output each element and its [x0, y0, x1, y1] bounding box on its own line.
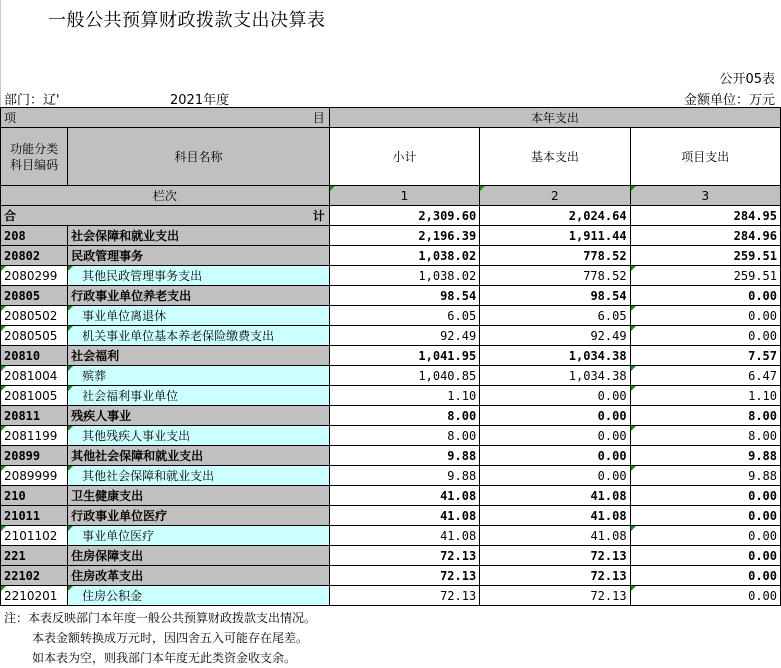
- row-name: 残疾人事业: [68, 406, 330, 426]
- row-name: 殡葬: [68, 366, 330, 386]
- row-code: 20802: [1, 246, 68, 266]
- row-name: 社会福利事业单位: [68, 386, 330, 406]
- item-header-cell: [1, 108, 330, 128]
- row-basic: 41.08: [480, 486, 630, 506]
- row-subtotal: 6.05: [329, 306, 479, 326]
- form-number: 公开05表: [719, 72, 775, 87]
- total-project: 284.95: [630, 206, 780, 226]
- row-name: 行政事业单位医疗: [68, 506, 330, 526]
- row-project: 259.51: [630, 246, 780, 266]
- row-basic: 6.05: [480, 306, 630, 326]
- table-row: [1, 226, 781, 246]
- row-name: 住房公积金: [68, 586, 330, 606]
- row-project: 8.00: [630, 406, 780, 426]
- row-project: 0.00: [630, 486, 780, 506]
- table-row: [1, 546, 781, 566]
- note-line-3: 如本表为空，则我部门本年度无此类资金收支余。: [32, 651, 297, 665]
- notes-block: [4, 608, 316, 668]
- subtotal-header: 小计: [329, 128, 479, 186]
- row-project: 9.88: [630, 466, 780, 486]
- row-name: 其他社会保障和就业支出: [68, 446, 330, 466]
- total-basic: 2,024.64: [480, 206, 630, 226]
- row-basic: 72.13: [480, 546, 630, 566]
- row-project: 0.00: [630, 286, 780, 306]
- row-code: 210: [1, 486, 68, 506]
- row-basic: 41.08: [480, 506, 630, 526]
- row-subtotal: 72.13: [329, 586, 479, 606]
- row-code: 2080299: [1, 266, 68, 286]
- note-line-2: 本表金额转换成万元时，因四舍五入可能存在尾差。: [32, 631, 309, 645]
- total-row: [1, 206, 781, 226]
- row-name: 卫生健康支出: [68, 486, 330, 506]
- table-row: [1, 286, 781, 306]
- row-subtotal: 1,038.02: [329, 266, 479, 286]
- row-code: 2081199: [1, 426, 68, 446]
- amount-unit: 金额单位：万元: [683, 93, 775, 108]
- row-project: 0.00: [630, 526, 780, 546]
- row-project: 0.00: [630, 566, 780, 586]
- header-row-2: [1, 128, 781, 186]
- row-name: 其他民政管理事务支出: [68, 266, 330, 286]
- row-basic: 778.52: [480, 246, 630, 266]
- expense-group-header: 本年支出: [329, 108, 780, 128]
- row-code: 2089999: [1, 466, 68, 486]
- column-number-row: [1, 186, 781, 206]
- fiscal-year: 2021年度: [170, 93, 230, 108]
- row-code: 208: [1, 226, 68, 246]
- row-name: 行政事业单位养老支出: [68, 286, 330, 306]
- table-row: [1, 506, 781, 526]
- row-project: 0.00: [630, 586, 780, 606]
- row-subtotal: 98.54: [329, 286, 479, 306]
- total-label-left: 合: [4, 209, 17, 223]
- item-header-left: 项: [4, 111, 17, 125]
- table-row: [1, 486, 781, 506]
- row-basic: 778.52: [480, 266, 630, 286]
- row-code: 20811: [1, 406, 68, 426]
- row-code: 20805: [1, 286, 68, 306]
- row-subtotal: 41.08: [329, 486, 479, 506]
- expenditure-table: [0, 107, 781, 606]
- code-header: 功能分类 科目编码: [1, 128, 68, 186]
- row-name: 社会保障和就业支出: [68, 226, 330, 246]
- row-subtotal: 92.49: [329, 326, 479, 346]
- row-name: 事业单位离退休: [68, 306, 330, 326]
- row-subtotal: 72.13: [329, 546, 479, 566]
- total-label-right: 计: [312, 209, 325, 223]
- row-code: 2101102: [1, 526, 68, 546]
- table-row: [1, 406, 781, 426]
- row-subtotal: 8.00: [329, 406, 479, 426]
- row-basic: 72.13: [480, 566, 630, 586]
- row-subtotal: 72.13: [329, 566, 479, 586]
- row-code: 2081004: [1, 366, 68, 386]
- row-name: 机关事业单位基本养老保险缴费支出: [68, 326, 330, 346]
- name-header: 科目名称: [68, 128, 330, 186]
- row-code: 2210201: [1, 586, 68, 606]
- row-subtotal: 41.08: [329, 506, 479, 526]
- row-project: 259.51: [630, 266, 780, 286]
- row-basic: 0.00: [480, 446, 630, 466]
- row-basic: 1,911.44: [480, 226, 630, 246]
- row-subtotal: 1,038.02: [329, 246, 479, 266]
- row-label-cell: 栏次: [1, 186, 330, 206]
- table-row: [1, 446, 781, 466]
- row-name: 住房保障支出: [68, 546, 330, 566]
- row-subtotal: 1,041.95: [329, 346, 479, 366]
- row-subtotal: 41.08: [329, 526, 479, 546]
- row-basic: 0.00: [480, 406, 630, 426]
- table-row: [1, 386, 781, 406]
- row-project: 8.00: [630, 426, 780, 446]
- row-basic: 92.49: [480, 326, 630, 346]
- table-row: [1, 526, 781, 546]
- table-row: [1, 366, 781, 386]
- row-name: 民政管理事务: [68, 246, 330, 266]
- table-row: [1, 326, 781, 346]
- row-basic: 0.00: [480, 426, 630, 446]
- row-project: 9.88: [630, 446, 780, 466]
- row-subtotal: 1.10: [329, 386, 479, 406]
- department-label: 部门：辽': [4, 93, 60, 108]
- table-row: [1, 306, 781, 326]
- column-number-3: 3: [630, 186, 780, 206]
- row-project: 0.00: [630, 506, 780, 526]
- row-project: 6.47: [630, 366, 780, 386]
- row-subtotal: 9.88: [329, 446, 479, 466]
- project-header: 项目支出: [630, 128, 780, 186]
- table-row: [1, 586, 781, 606]
- row-name: 住房改革支出: [68, 566, 330, 586]
- row-code: 20899: [1, 446, 68, 466]
- row-name: 其他残疾人事业支出: [68, 426, 330, 446]
- row-basic: 0.00: [480, 466, 630, 486]
- row-subtotal: 1,040.85: [329, 366, 479, 386]
- page-title: 一般公共预算财政拨款支出决算表: [48, 10, 326, 31]
- table-row: [1, 466, 781, 486]
- total-label-cell: [1, 206, 330, 226]
- row-code: 2080502: [1, 306, 68, 326]
- row-subtotal: 9.88: [329, 466, 479, 486]
- item-header-right: 目: [312, 111, 325, 125]
- row-code: 22102: [1, 566, 68, 586]
- row-project: 0.00: [630, 326, 780, 346]
- row-name: 事业单位医疗: [68, 526, 330, 546]
- table-row: [1, 246, 781, 266]
- row-code: 2080505: [1, 326, 68, 346]
- header-row-1: [1, 108, 781, 128]
- row-basic: 1,034.38: [480, 366, 630, 386]
- left-border-rule: [0, 0, 1, 108]
- note-line-1: 注：本表反映部门本年度一般公共预算财政拨款支出情况。: [4, 611, 317, 625]
- total-subtotal: 2,309.60: [329, 206, 479, 226]
- row-code: 21011: [1, 506, 68, 526]
- row-project: 7.57: [630, 346, 780, 366]
- table-row: [1, 346, 781, 366]
- table-row: [1, 266, 781, 286]
- row-project: 284.96: [630, 226, 780, 246]
- row-name: 社会福利: [68, 346, 330, 366]
- row-subtotal: 2,196.39: [329, 226, 479, 246]
- row-basic: 72.13: [480, 586, 630, 606]
- column-number-1: 1: [329, 186, 479, 206]
- column-number-2: 2: [480, 186, 630, 206]
- row-project: 0.00: [630, 546, 780, 566]
- row-basic: 1,034.38: [480, 346, 630, 366]
- table-row: [1, 566, 781, 586]
- row-project: 1.10: [630, 386, 780, 406]
- row-basic: 0.00: [480, 386, 630, 406]
- row-code: 221: [1, 546, 68, 566]
- row-name: 其他社会保障和就业支出: [68, 466, 330, 486]
- row-subtotal: 8.00: [329, 426, 479, 446]
- basic-header: 基本支出: [480, 128, 630, 186]
- row-project: 0.00: [630, 306, 780, 326]
- row-code: 2081005: [1, 386, 68, 406]
- row-basic: 41.08: [480, 526, 630, 546]
- row-code: 20810: [1, 346, 68, 366]
- row-basic: 98.54: [480, 286, 630, 306]
- table-row: [1, 426, 781, 446]
